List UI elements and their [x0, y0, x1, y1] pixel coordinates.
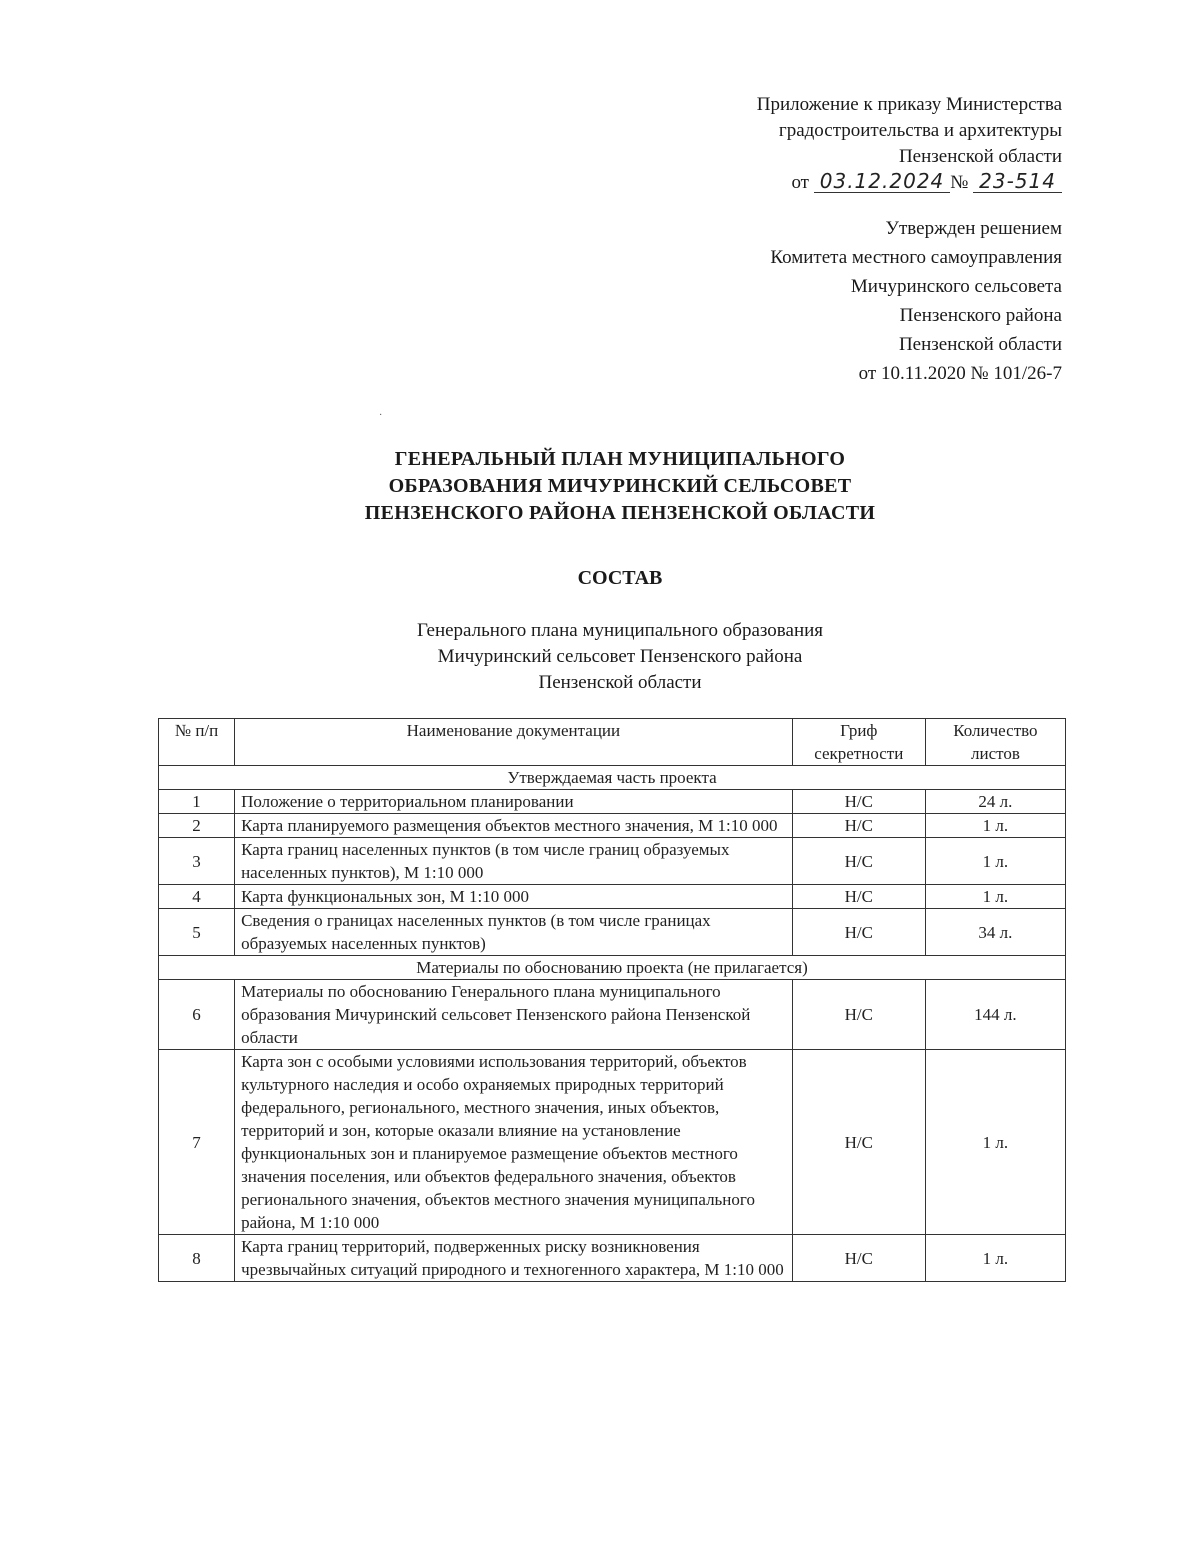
row-qty: 1 л. — [925, 1235, 1065, 1282]
appendix-block — [602, 92, 1062, 196]
row-num: 2 — [159, 814, 235, 838]
approval-block — [602, 214, 1062, 388]
row-qty: 1 л. — [925, 838, 1065, 885]
row-name: Карта границ территорий, подверженных риску возникновения чрезвычайных ситуаций природного и техногенного характера, М 1:10 000 — [235, 1235, 793, 1282]
row-secret: Н/С — [792, 885, 925, 909]
row-secret: Н/С — [792, 909, 925, 956]
table-header-row — [159, 719, 1066, 766]
row-num: 3 — [159, 838, 235, 885]
document-title — [0, 446, 1200, 527]
subtitle-line-2: Мичуринский сельсовет Пензенского района — [437, 646, 803, 667]
appendix-line-3: Пензенской области — [898, 146, 1062, 167]
row-num: 8 — [159, 1235, 235, 1282]
row-num: 6 — [159, 980, 235, 1050]
table-row — [159, 790, 1066, 814]
row-secret: Н/С — [792, 980, 925, 1050]
composition-table — [158, 718, 1066, 1282]
subtitle-line-1: Генерального плана муниципального образования — [416, 620, 824, 641]
row-qty: 34 л. — [925, 909, 1065, 956]
table-row — [159, 909, 1066, 956]
approval-line-1: Утвержден решением — [885, 218, 1062, 239]
appendix-date-line — [602, 170, 1062, 196]
row-num: 4 — [159, 885, 235, 909]
section-justification: Материалы по обоснованию проекта (не прилагается) — [159, 956, 1066, 980]
row-name: Карта планируемого размещения объектов местного значения, М 1:10 000 — [235, 814, 793, 838]
approval-line-4: Пензенского района — [899, 305, 1062, 326]
table-row — [159, 1050, 1066, 1235]
row-num: 7 — [159, 1050, 235, 1235]
section-row — [159, 956, 1066, 980]
row-qty: 24 л. — [925, 790, 1065, 814]
number-sign: № — [950, 172, 969, 193]
title-line-3: ПЕНЗЕНСКОГО РАЙОНА ПЕНЗЕНСКОЙ ОБЛАСТИ — [364, 502, 876, 524]
row-name: Карта зон с особыми условиями использования территорий, объектов культурного наследия и особо охраняемых природных территорий федерального, регионального, местного значения, иных объектов, территорий и зон, которые оказали влияние на установление функциональных зон и планируемое размещение объектов местного значения поселения, или объектов федерального значения, объектов регионального значения, объектов местного значения муниципального района, М 1:10 000 — [235, 1050, 793, 1235]
appendix-line-2: градостроительства и архитектуры — [778, 120, 1062, 141]
header-name: Наименование документации — [235, 719, 793, 766]
row-num: 5 — [159, 909, 235, 956]
date-prefix: от — [791, 172, 809, 193]
scan-speck: · — [379, 410, 383, 421]
table-row — [159, 838, 1066, 885]
row-secret: Н/С — [792, 814, 925, 838]
row-name: Карта функциональных зон, М 1:10 000 — [235, 885, 793, 909]
approval-line-3: Мичуринского сельсовета — [850, 276, 1062, 297]
row-qty: 1 л. — [925, 814, 1065, 838]
row-secret: Н/С — [792, 838, 925, 885]
handwritten-number: 23-514 — [973, 170, 1062, 193]
row-num: 1 — [159, 790, 235, 814]
document-subtitle — [0, 618, 1200, 696]
subtitle-line-3: Пензенской области — [538, 672, 702, 693]
table-row — [159, 1235, 1066, 1282]
handwritten-date: 03.12.2024 — [814, 170, 951, 193]
approval-line-2: Комитета местного самоуправления — [770, 247, 1062, 268]
table-row — [159, 814, 1066, 838]
appendix-line-1: Приложение к приказу Министерства — [756, 94, 1062, 115]
row-name: Карта границ населенных пунктов (в том числе границ образуемых населенных пунктов), М 1:10 000 — [235, 838, 793, 885]
approval-line-6: от 10.11.2020 № 101/26-7 — [858, 363, 1062, 384]
row-qty: 1 л. — [925, 885, 1065, 909]
table-row — [159, 980, 1066, 1050]
section-row — [159, 766, 1066, 790]
title-line-2: ОБРАЗОВАНИЯ МИЧУРИНСКИЙ СЕЛЬСОВЕТ — [388, 475, 852, 497]
table-row — [159, 885, 1066, 909]
row-name: Сведения о границах населенных пунктов (в том числе границах образуемых населенных пунктов) — [235, 909, 793, 956]
row-qty: 144 л. — [925, 980, 1065, 1050]
row-secret: Н/С — [792, 790, 925, 814]
header-secret: Гриф секретности — [792, 719, 925, 766]
title-line-1: ГЕНЕРАЛЬНЫЙ ПЛАН МУНИЦИПАЛЬНОГО — [394, 448, 846, 470]
header-num: № п/п — [159, 719, 235, 766]
row-secret: Н/С — [792, 1050, 925, 1235]
section-heading: СОСТАВ — [577, 567, 663, 589]
row-name: Материалы по обоснованию Генерального плана муниципального образования Мичуринский сельсовет Пензенского района Пензенской области — [235, 980, 793, 1050]
row-qty: 1 л. — [925, 1050, 1065, 1235]
approval-line-5: Пензенской области — [898, 334, 1062, 355]
row-secret: Н/С — [792, 1235, 925, 1282]
row-name: Положение о территориальном планировании — [235, 790, 793, 814]
header-qty: Количество листов — [925, 719, 1065, 766]
section-approved: Утверждаемая часть проекта — [159, 766, 1066, 790]
